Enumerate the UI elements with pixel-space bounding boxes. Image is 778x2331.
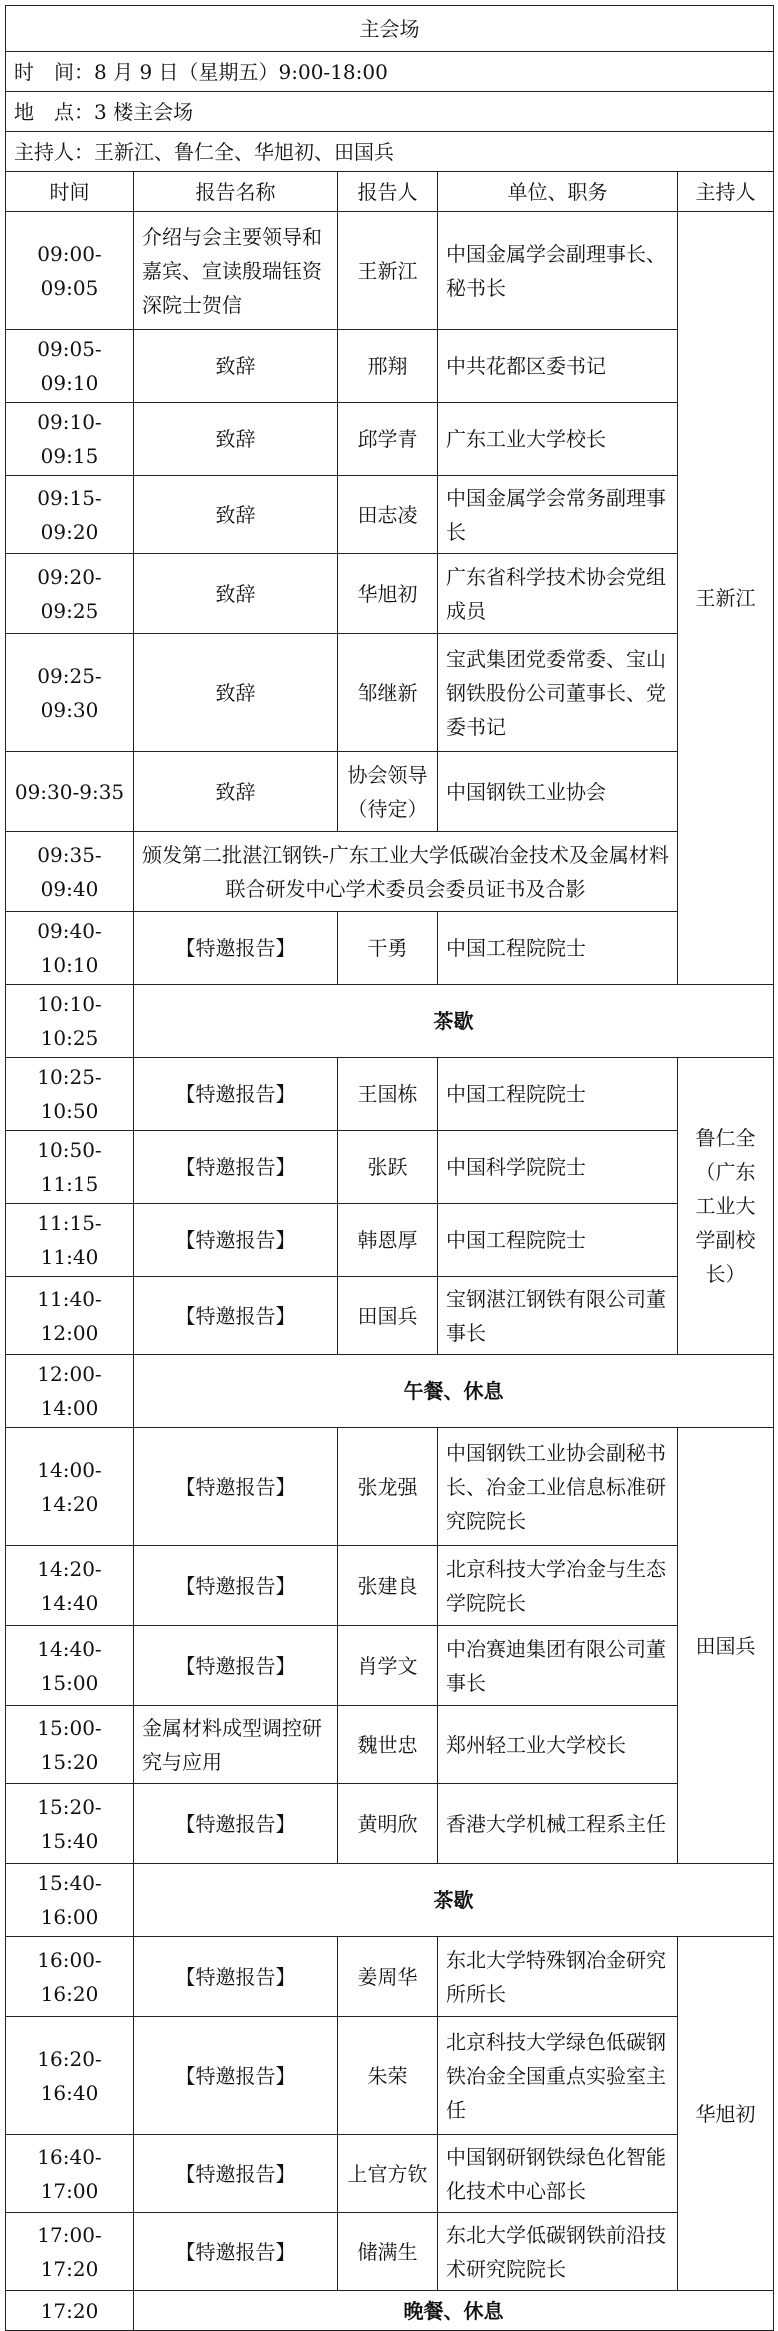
- row-organization: 中国工程院院士: [438, 1058, 678, 1131]
- row-time: 16:20-16:40: [6, 2017, 134, 2135]
- row-time: 11:40-12:00: [6, 1277, 134, 1355]
- break-row: [6, 1355, 774, 1428]
- row-report-title: 【特邀报告】: [134, 1131, 338, 1204]
- row-speaker: 肖学文: [338, 1626, 438, 1706]
- row-speaker: 张建良: [338, 1546, 438, 1626]
- row-report-title: 致辞: [134, 752, 338, 832]
- title-row: [6, 6, 774, 52]
- break-time: 17:20: [6, 2291, 134, 2331]
- row-organization: 广东工业大学校长: [438, 403, 678, 476]
- venue-title: 主会场: [6, 6, 774, 52]
- row-organization: 北京科技大学冶金与生态学院院长: [438, 1546, 678, 1626]
- row-time: 09:10-09:15: [6, 403, 134, 476]
- row-speaker: 邢翔: [338, 330, 438, 403]
- row-speaker: 姜周华: [338, 1937, 438, 2017]
- row-organization: 宝钢湛江钢铁有限公司董事长: [438, 1277, 678, 1355]
- row-time: 14:20-14:40: [6, 1546, 134, 1626]
- row-organization: 中国钢铁工业协会副秘书长、冶金工业信息标准研究院院长: [438, 1428, 678, 1546]
- schedule-row: [6, 1784, 774, 1864]
- schedule-row: [6, 1706, 774, 1784]
- schedule-row: [6, 832, 774, 912]
- col-header-host: 主持人: [678, 172, 774, 212]
- row-speaker: 魏世忠: [338, 1706, 438, 1784]
- row-ceremony: 颁发第二批湛江钢铁-广东工业大学低碳冶金技术及金属材料联合研发中心学术委员会委员证书及合影: [134, 832, 678, 912]
- host-info-row: [6, 132, 774, 172]
- row-organization: 北京科技大学绿色低碳钢铁冶金全国重点实验室主任: [438, 2017, 678, 2135]
- schedule-row: [6, 2135, 774, 2213]
- schedule-row: [6, 1058, 774, 1131]
- row-time: 17:00-17:20: [6, 2213, 134, 2291]
- schedule-row: [6, 1626, 774, 1706]
- schedule-row: [6, 912, 774, 985]
- section-host: 华旭初: [678, 1937, 774, 2291]
- row-report-title: 【特邀报告】: [134, 1277, 338, 1355]
- schedule-row: [6, 1204, 774, 1277]
- event-hosts: 主持人：王新江、鲁仁全、华旭初、田国兵: [6, 132, 774, 172]
- row-time: 09:20-09:25: [6, 554, 134, 634]
- row-organization: 中国工程院院士: [438, 1204, 678, 1277]
- row-speaker: 储满生: [338, 2213, 438, 2291]
- row-speaker: 田国兵: [338, 1277, 438, 1355]
- row-time: 09:05-09:10: [6, 330, 134, 403]
- row-report-title: 【特邀报告】: [134, 2135, 338, 2213]
- row-speaker: 协会领导（待定）: [338, 752, 438, 832]
- row-organization: 中国金属学会常务副理事长: [438, 476, 678, 554]
- row-report-title: 介绍与会主要领导和嘉宾、宣读殷瑞钰资深院士贺信: [134, 212, 338, 330]
- row-speaker: 王新江: [338, 212, 438, 330]
- row-report-title: 【特邀报告】: [134, 1204, 338, 1277]
- row-time: 16:00-16:20: [6, 1937, 134, 2017]
- col-header-speaker: 报告人: [338, 172, 438, 212]
- col-header-time: 时间: [6, 172, 134, 212]
- row-time: 15:20-15:40: [6, 1784, 134, 1864]
- row-speaker: 韩恩厚: [338, 1204, 438, 1277]
- row-speaker: 黄明欣: [338, 1784, 438, 1864]
- row-speaker: 朱荣: [338, 2017, 438, 2135]
- row-organization: 中国工程院院士: [438, 912, 678, 985]
- schedule-row: [6, 1937, 774, 2017]
- event-place: 地 点：3 楼主会场: [6, 92, 774, 132]
- break-time: 10:10-10:25: [6, 985, 134, 1058]
- schedule-row: [6, 1277, 774, 1355]
- row-speaker: 华旭初: [338, 554, 438, 634]
- row-time: 14:00-14:20: [6, 1428, 134, 1546]
- row-time: 16:40-17:00: [6, 2135, 134, 2213]
- row-time: 14:40-15:00: [6, 1626, 134, 1706]
- row-time: 10:25-10:50: [6, 1058, 134, 1131]
- row-time: 09:35-09:40: [6, 832, 134, 912]
- row-report-title: 【特邀报告】: [134, 1546, 338, 1626]
- row-time: 15:00-15:20: [6, 1706, 134, 1784]
- schedule-row: [6, 403, 774, 476]
- schedule-row: [6, 634, 774, 752]
- event-time: 时 间：8 月 9 日（星期五）9:00-18:00: [6, 52, 774, 92]
- row-organization: 中国科学院院士: [438, 1131, 678, 1204]
- schedule-row: [6, 554, 774, 634]
- row-speaker: 干勇: [338, 912, 438, 985]
- row-time: 09:25-09:30: [6, 634, 134, 752]
- row-report-title: 致辞: [134, 634, 338, 752]
- row-organization: 东北大学低碳钢铁前沿技术研究院院长: [438, 2213, 678, 2291]
- schedule-row: [6, 2213, 774, 2291]
- schedule-row: [6, 1546, 774, 1626]
- section-host: 鲁仁全（广东工业大学副校长）: [678, 1058, 774, 1355]
- schedule-row: [6, 1131, 774, 1204]
- break-row: [6, 2291, 774, 2331]
- row-organization: 广东省科学技术协会党组成员: [438, 554, 678, 634]
- row-report-title: 【特邀报告】: [134, 2017, 338, 2135]
- row-time: 09:40-10:10: [6, 912, 134, 985]
- row-time: 09:15-09:20: [6, 476, 134, 554]
- row-report-title: 【特邀报告】: [134, 1626, 338, 1706]
- schedule-row: [6, 752, 774, 832]
- row-report-title: 【特邀报告】: [134, 1937, 338, 2017]
- row-report-title: 致辞: [134, 554, 338, 634]
- col-header-title: 报告名称: [134, 172, 338, 212]
- row-organization: 中国钢研钢铁绿色化智能化技术中心部长: [438, 2135, 678, 2213]
- row-speaker: 张龙强: [338, 1428, 438, 1546]
- break-label: 午餐、休息: [134, 1355, 774, 1428]
- row-time: 10:50-11:15: [6, 1131, 134, 1204]
- row-report-title: 致辞: [134, 403, 338, 476]
- row-organization: 郑州轻工业大学校长: [438, 1706, 678, 1784]
- place-info-row: [6, 92, 774, 132]
- schedule-row: [6, 212, 774, 330]
- break-label: 晚餐、休息: [134, 2291, 774, 2331]
- row-organization: 宝武集团党委常委、宝山钢铁股份公司董事长、党委书记: [438, 634, 678, 752]
- row-time: 09:30-9:35: [6, 752, 134, 832]
- row-report-title: 金属材料成型调控研究与应用: [134, 1706, 338, 1784]
- schedule-row: [6, 2017, 774, 2135]
- row-report-title: 【特邀报告】: [134, 1058, 338, 1131]
- break-label: 茶歇: [134, 985, 774, 1058]
- break-row: [6, 1864, 774, 1937]
- row-organization: 中冶赛迪集团有限公司董事长: [438, 1626, 678, 1706]
- section-host: 王新江: [678, 212, 774, 985]
- schedule-table: [5, 5, 774, 2331]
- section-host: 田国兵: [678, 1428, 774, 1864]
- row-report-title: 【特邀报告】: [134, 912, 338, 985]
- row-organization: 中国金属学会副理事长、秘书长: [438, 212, 678, 330]
- row-organization: 东北大学特殊钢冶金研究所所长: [438, 1937, 678, 2017]
- row-time: 11:15-11:40: [6, 1204, 134, 1277]
- row-report-title: 【特邀报告】: [134, 2213, 338, 2291]
- break-row: [6, 985, 774, 1058]
- row-time: 09:00-09:05: [6, 212, 134, 330]
- column-header-row: [6, 172, 774, 212]
- row-organization: 中国钢铁工业协会: [438, 752, 678, 832]
- row-report-title: 致辞: [134, 476, 338, 554]
- break-time: 15:40-16:00: [6, 1864, 134, 1937]
- row-speaker: 张跃: [338, 1131, 438, 1204]
- schedule-row: [6, 1428, 774, 1546]
- row-organization: 中共花都区委书记: [438, 330, 678, 403]
- time-info-row: [6, 52, 774, 92]
- break-time: 12:00-14:00: [6, 1355, 134, 1428]
- row-speaker: 上官方钦: [338, 2135, 438, 2213]
- row-speaker: 邱学青: [338, 403, 438, 476]
- row-report-title: 【特邀报告】: [134, 1784, 338, 1864]
- schedule-row: [6, 476, 774, 554]
- row-report-title: 致辞: [134, 330, 338, 403]
- row-speaker: 邹继新: [338, 634, 438, 752]
- row-report-title: 【特邀报告】: [134, 1428, 338, 1546]
- break-label: 茶歇: [134, 1864, 774, 1937]
- schedule-row: [6, 330, 774, 403]
- row-speaker: 田志凌: [338, 476, 438, 554]
- col-header-org: 单位、职务: [438, 172, 678, 212]
- row-organization: 香港大学机械工程系主任: [438, 1784, 678, 1864]
- row-speaker: 王国栋: [338, 1058, 438, 1131]
